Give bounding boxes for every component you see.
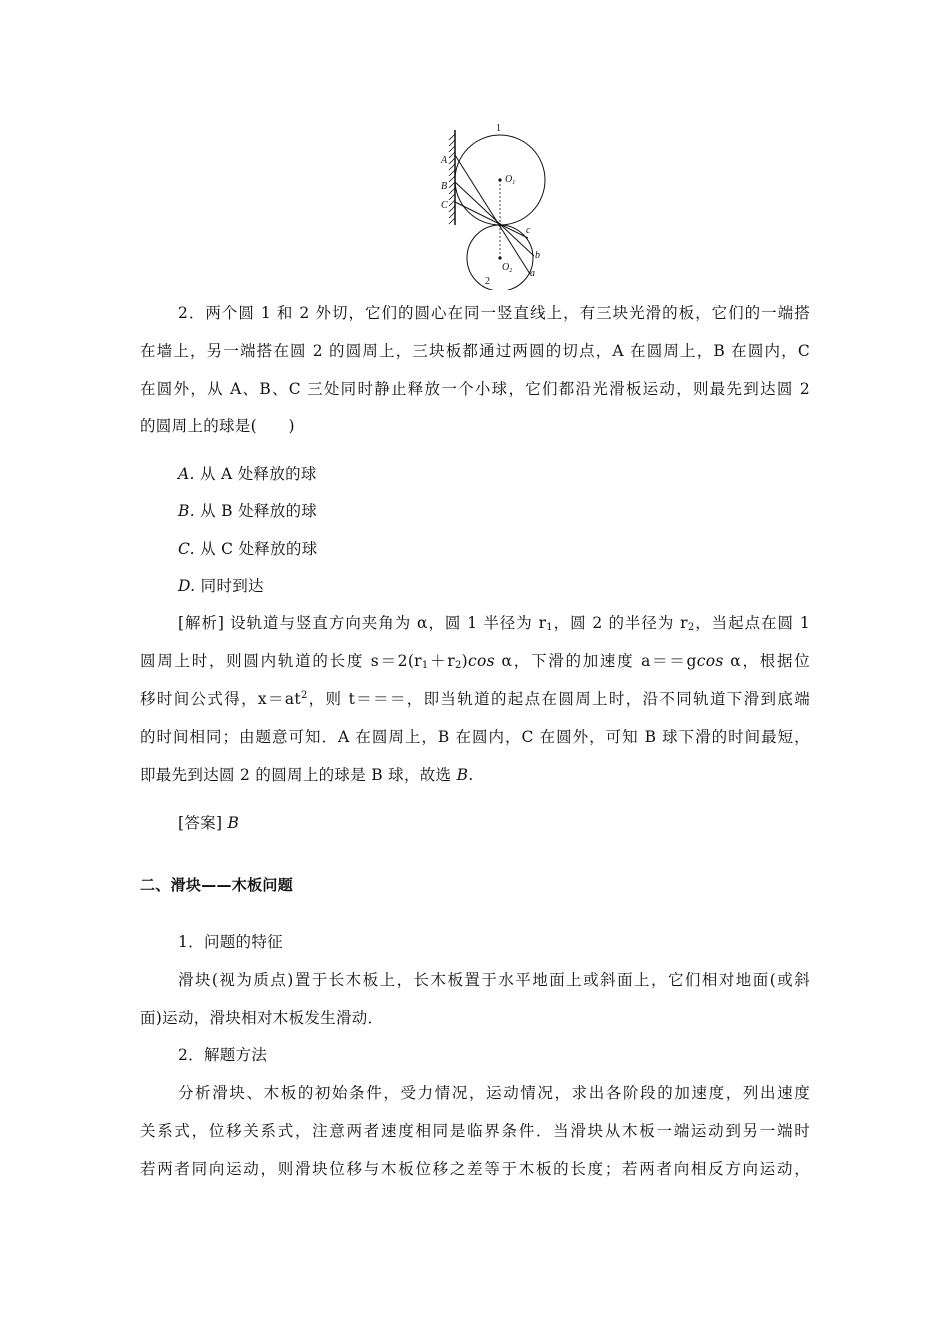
section-2-item-1-line-2: 面)运动，滑块相对木板发生滑动． xyxy=(140,1009,384,1027)
option-b-text: 从 B 处释放的球 xyxy=(200,502,318,520)
section-2-item-1-title: 1．问题的特征 xyxy=(178,933,283,951)
option-c-text: 从 C 处释放的球 xyxy=(200,540,318,558)
option-a-text: 从 A 处释放的球 xyxy=(199,465,317,483)
label-a-upper: A xyxy=(441,155,448,166)
answer-line xyxy=(178,813,810,833)
label-circle-1: 1 xyxy=(496,123,501,134)
label-b-upper: B xyxy=(441,181,448,192)
option-a xyxy=(178,464,810,484)
label-a-lower: a xyxy=(530,268,535,279)
section-2-item-2-line-3: 若两者同向运动，则滑块位移与木板位移之差等于木板的长度；若两者向相反方向运动， xyxy=(140,1160,810,1178)
wall-hatching xyxy=(449,134,455,224)
center-o2 xyxy=(498,256,501,259)
section-2-item-2-line-1: 分析滑块、木板的初始条件，受力情况，运动情况，求出各阶段的加速度，列出速度 xyxy=(178,1084,810,1102)
problem-line-1: 2．两个圆 1 和 2 外切，它们的圆心在同一竖直线上，有三块光滑的板，它们的一端搭 xyxy=(178,304,810,322)
analysis-line-4: 的时间相同；由题意可知．A 在圆周上，B 在圆内，C 在圆外，可知 B 球下滑的时间最短， xyxy=(140,728,810,746)
board-a xyxy=(455,155,530,274)
problem-line-2: 在墙上，另一端搭在圆 2 的圆周上，三块板都通过两圆的切点，A 在圆周上，B 在圆内，C xyxy=(140,342,810,360)
answer-label: [答案] xyxy=(178,814,228,832)
option-d-letter: D. xyxy=(178,577,196,595)
option-b xyxy=(178,501,810,521)
label-circle-2: 2 xyxy=(485,276,490,287)
two-circles-figure xyxy=(430,120,570,290)
answer-value: B xyxy=(227,814,240,832)
option-d xyxy=(178,576,810,596)
label-o2: $O_2$ xyxy=(502,262,513,274)
problem-line-4: 的圆周上的球是( ) xyxy=(140,417,295,435)
center-o1 xyxy=(498,178,501,181)
section-2-heading: 二、滑块——木板问题 xyxy=(140,876,294,894)
figure-svg xyxy=(430,120,570,290)
analysis-line-5: 即最先到达圆 2 的圆周上的球是 B 球，故选 B. xyxy=(140,766,474,784)
analysis-line-1: [解析] 设轨道与竖直方向夹角为 α，圆 1 半径为 $r_1$，圆 2 的半径为 $r_2$，当起点在圆 1 xyxy=(178,614,810,633)
section-2-item-1-line-1: 滑块(视为质点)置于长木板上，长木板置于水平地面上或斜面上，它们相对地面(或斜 xyxy=(178,971,810,989)
label-b-lower: b xyxy=(535,250,540,261)
label-c-lower: c xyxy=(526,225,531,236)
section-2-item-2-title: 2．解题方法 xyxy=(178,1046,268,1064)
label-c-upper: C xyxy=(441,200,448,211)
section-2-item-2-line-2: 关系式，位移关系式，注意两者速度相同是临界条件．当滑块从木板一端运动到另一端时 xyxy=(140,1122,810,1140)
board-c xyxy=(455,202,528,238)
analysis-line-3: 移时间公式得，$x=at^2$，则 t＝＝＝，即当轨道的起点在圆周上时，沿不同轨道下滑到底端 xyxy=(140,690,810,708)
option-c-letter: C. xyxy=(178,540,195,558)
label-o1: $O_1$ xyxy=(505,174,516,186)
option-b-letter: B. xyxy=(178,502,195,520)
option-c xyxy=(178,539,810,559)
option-d-text: 同时到达 xyxy=(200,577,264,595)
option-a-letter: A. xyxy=(178,465,195,483)
analysis-line-2: 圆周上时，则圆内轨道的长度 $s=2(r_1+r_2)\cos$ α，下滑的加速度 a＝＝gcos α，根据位 xyxy=(140,652,811,671)
problem-line-3: 在圆外，从 A、B、C 三处同时静止释放一个小球，它们都沿光滑板运动，则最先到达圆 2 xyxy=(140,380,810,398)
